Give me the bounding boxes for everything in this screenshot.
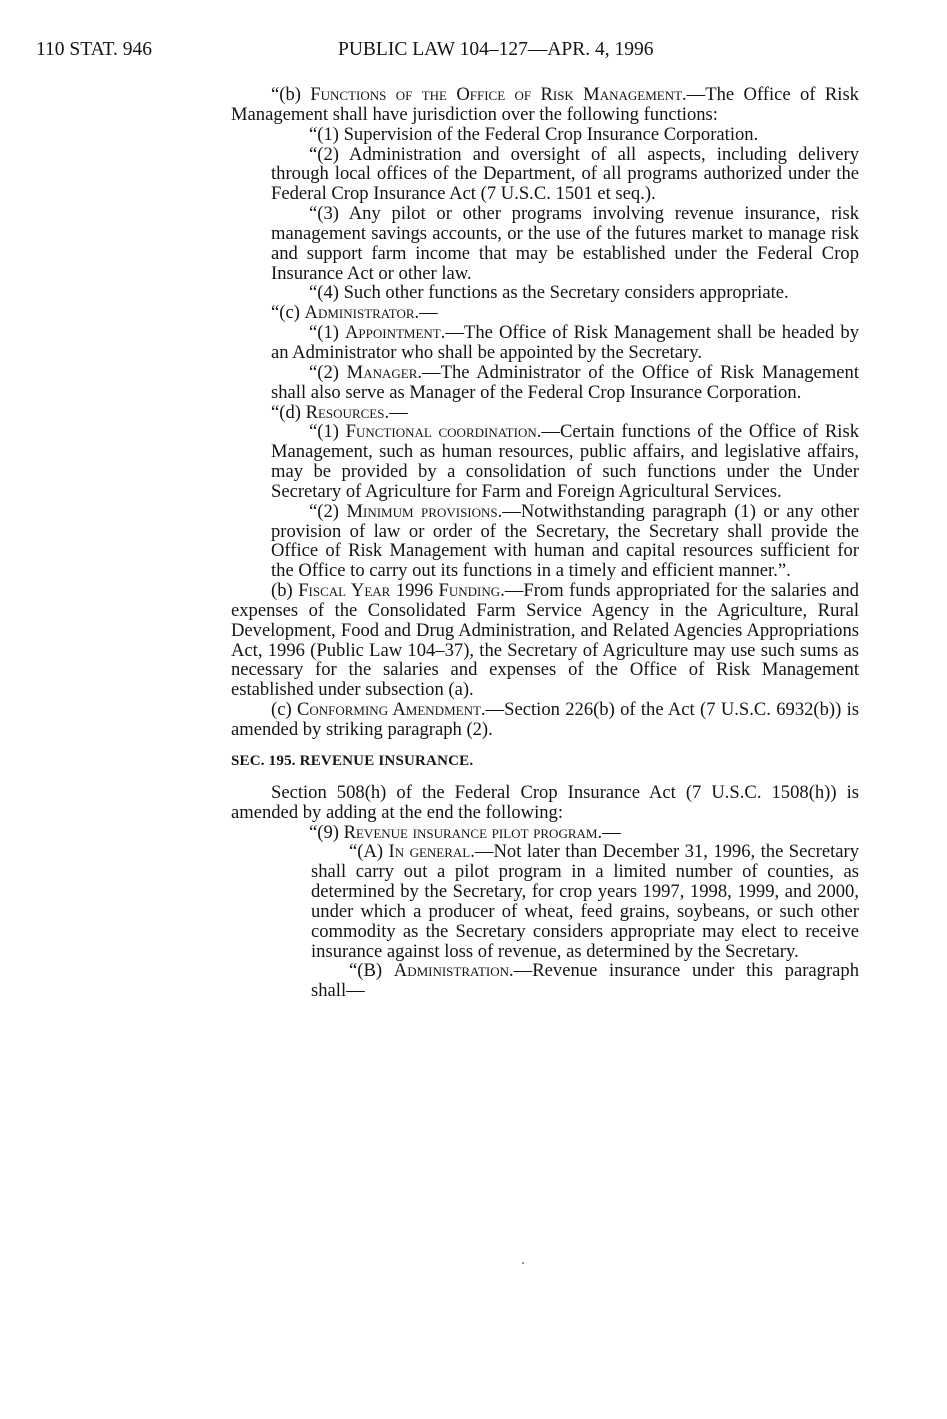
- paragraph-b4: “(4) Such other functions as the Secretary considers appropriate.: [309, 282, 789, 304]
- paragraph-heading: Administration: [393, 960, 510, 982]
- paragraph-heading: Appointment: [344, 322, 441, 344]
- paragraph-lead: “(1): [309, 421, 346, 443]
- paragraph-b3: “(3) Any pilot or other programs involving revenue insurance, risk management savings accounts, or the use of the futures market to manage risk and support farm income that may be established under the Federal Crop Insurance Act or other law.: [271, 203, 859, 284]
- scan-speck: [522, 1262, 524, 1264]
- paragraph-text: .—: [414, 302, 438, 324]
- paragraph-lead: “(1): [309, 322, 345, 344]
- paragraph-lead: (c): [271, 699, 297, 721]
- paragraph-heading: Manager: [346, 361, 418, 383]
- page-header: [36, 36, 916, 64]
- paragraph-text: .—: [384, 401, 408, 423]
- paragraph-d1-functional-coordination: [231, 422, 859, 501]
- paragraph-heading: Resources: [305, 401, 385, 423]
- subparagraph-b-administration: [231, 961, 859, 1001]
- paragraph-text: .—Not later than December 31, 1996, the Secretary shall carry out a pilot program in a limited number of counties, as determined by the Secretary, for crop years 1997, 1998, 1999, and 2000, under which a producer of wheat, feed grains, soybeans, or such other commodity as the Secretary considers appropriate may elect to receive insurance against loss of revenue, as determined by the Secretary.: [311, 841, 859, 962]
- paragraph-text: .—Certain functions of the Office of Risk Management, such as human resources, public affairs, and legislative affairs, may be provided by a consolidation of such functions under the Under Secretary of Agriculture for Farm and Foreign Agricultural Services.: [271, 421, 859, 502]
- paragraph-lead: “(b): [271, 84, 311, 105]
- document-body: [231, 85, 859, 1001]
- paragraph-lead: “(d): [271, 401, 306, 423]
- paragraph-c2-manager: [231, 363, 859, 403]
- subsection-c-conforming-amendment: [231, 700, 859, 740]
- paragraph-lead: “(2): [309, 361, 347, 383]
- paragraph-text: .—Revenue insurance under this paragraph shall—: [311, 960, 859, 1002]
- paragraph-heading: Administrator: [304, 302, 415, 324]
- paragraph-text: .—: [597, 821, 621, 843]
- paragraph-heading: Revenue insurance pilot program: [343, 821, 598, 843]
- paragraph-lead: “(2): [309, 500, 347, 522]
- paragraph-lead: “(9): [309, 821, 344, 843]
- paragraph-text: .—The Administrator of the Office of Risk Management shall also serve as Manager of the Federal Crop Insurance Corporation.: [271, 361, 859, 403]
- running-head: PUBLIC LAW 104–127—APR. 4, 1996: [338, 39, 654, 60]
- paragraph-heading: Fiscal Year 1996 Funding: [298, 580, 501, 602]
- paragraph-lead: (b): [271, 580, 299, 602]
- paragraph-heading: Conforming Amendment: [296, 699, 481, 721]
- statute-page-reference: 110 STAT. 946: [36, 39, 152, 60]
- paragraph-b2: “(2) Administration and oversight of all aspects, including delivery through local offices of the Department, of all programs authorized under the Federal Crop Insurance Act (7 U.S.C. 1501 et seq.).: [271, 143, 859, 205]
- paragraph-9-revenue-insurance: [231, 823, 859, 843]
- paragraph-text: .—The Office of Risk Management shall have jurisdiction over the following functions:: [231, 84, 859, 125]
- paragraph-b1: “(1) Supervision of the Federal Crop Insurance Corporation.: [309, 123, 759, 145]
- subsection-c-administrator: [231, 303, 859, 323]
- paragraph-lead: “(B): [349, 960, 394, 982]
- paragraph-text: .—Section 226(b) of the Act (7 U.S.C. 6932(b)) is amended by striking paragraph (2).: [231, 699, 859, 740]
- paragraph-d2-minimum-provisions: [231, 502, 859, 581]
- paragraph-text: .—Notwithstanding paragraph (1) or any other provision of law or order of the Secretary, the Secretary shall provide the Office of Risk Management with human and capital resources sufficient for the Office to carry out its functions in a timely and efficient manner.”.: [271, 500, 859, 582]
- section-195-intro: Section 508(h) of the Federal Crop Insurance Act (7 U.S.C. 1508(h)) is amended by adding at the end the following:: [231, 781, 859, 823]
- subsection-b-functions: [231, 85, 859, 125]
- paragraph-heading: Minimum provisions: [346, 500, 498, 522]
- subparagraph-a-in-general: [231, 842, 859, 961]
- paragraph-heading: Functions of the Office of Risk Management: [310, 84, 683, 105]
- subsection-d-resources: [231, 403, 859, 423]
- paragraph-heading: Functional coordination: [345, 421, 537, 443]
- paragraph-heading: In general: [388, 841, 471, 863]
- paragraph-c1-appointment: [231, 323, 859, 363]
- subsection-b-fiscal-year-funding: [231, 581, 859, 700]
- paragraph-text: .—The Office of Risk Management shall be headed by an Administrator who shall be appointed by the Secretary.: [271, 322, 859, 363]
- section-heading: SEC. 195. REVENUE INSURANCE.: [231, 752, 474, 769]
- paragraph-text: .—From funds appropriated for the salaries and expenses of the Consolidated Farm Service Agency in the Agriculture, Rural Development, Food and Drug Administration, and Related Agencies Appropriations Act, 1996 (Public Law 104–37), the Secretary of Agriculture may use such sums as necessary for the salaries and expenses of the Office of Risk Management established under subsection (a).: [231, 580, 859, 701]
- paragraph-lead: “(A): [349, 841, 389, 863]
- paragraph-lead: “(c): [271, 302, 305, 324]
